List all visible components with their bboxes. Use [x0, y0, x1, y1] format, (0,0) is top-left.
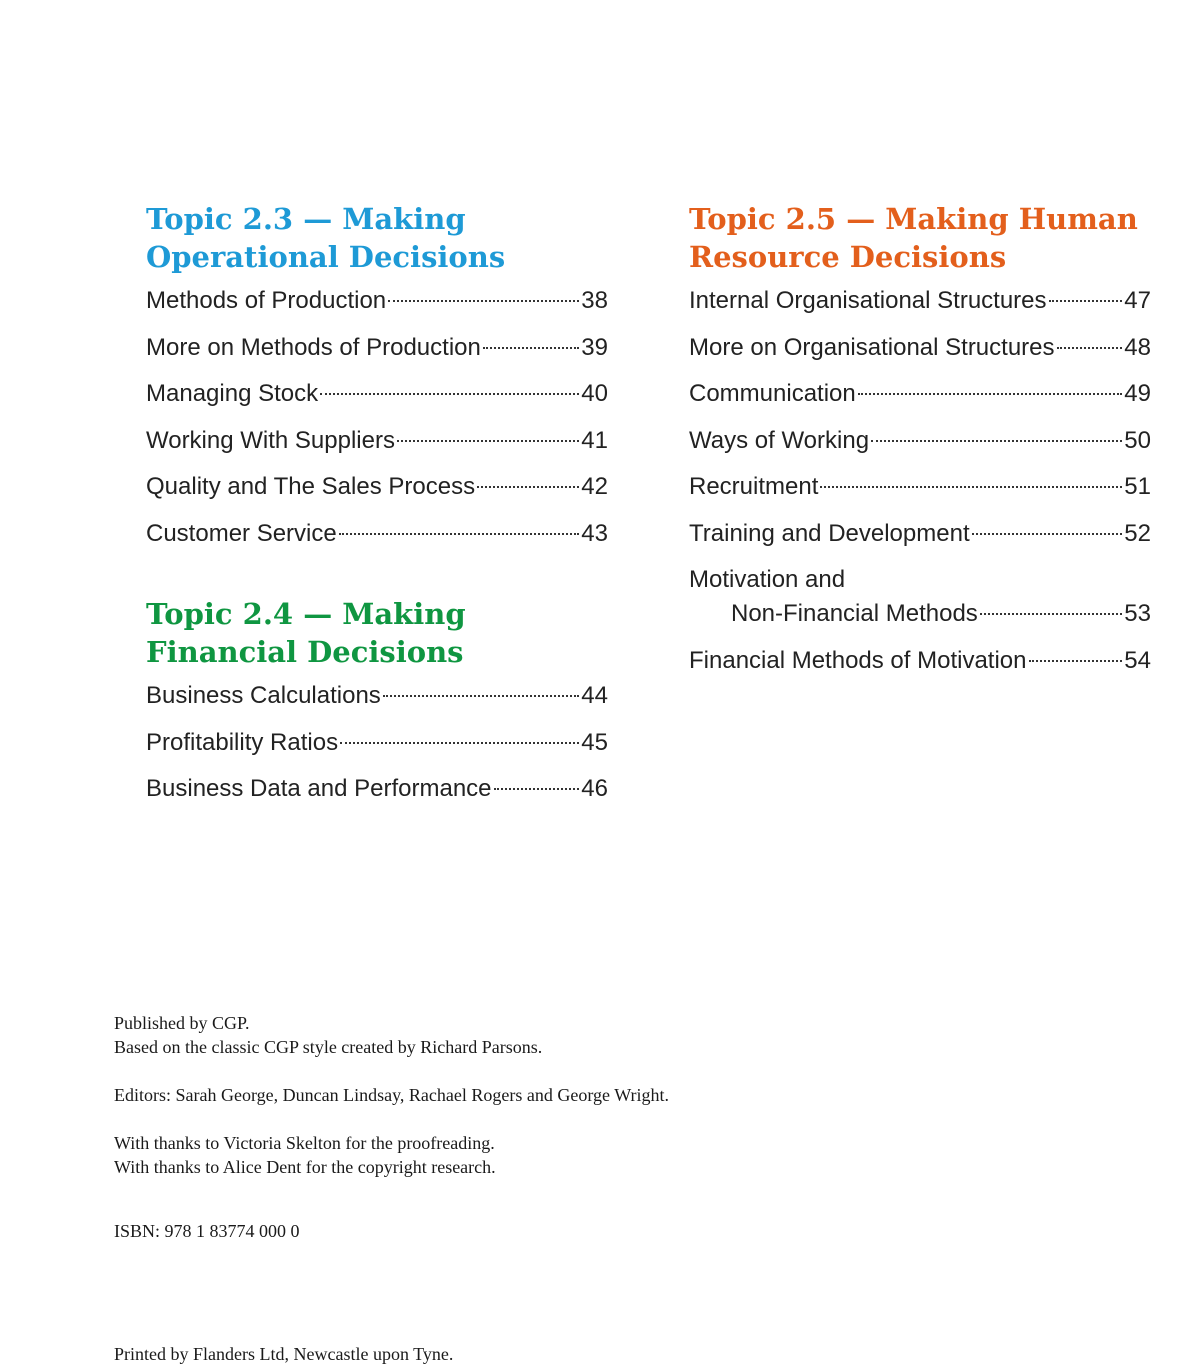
toc-entry[interactable] — [146, 284, 608, 318]
toc-entry-page: 40 — [581, 380, 608, 407]
based-on: Based on the classic CGP style created by Richard Parsons. — [114, 1037, 543, 1057]
toc-list — [146, 284, 608, 551]
toc-entry[interactable] — [146, 517, 608, 551]
toc-entry-title: Financial Methods of Motivation — [689, 646, 1027, 674]
topic-2-5-heading — [689, 200, 1151, 276]
toc-entry-page: 39 — [581, 333, 608, 361]
toc-entry-title: Profitability Ratios — [146, 728, 339, 756]
toc-entry-title: More on Organisational Structures — [689, 333, 1055, 361]
toc-entry[interactable] — [689, 644, 1151, 678]
toc-entry[interactable] — [146, 424, 608, 458]
toc-entry[interactable] — [689, 284, 1151, 318]
topic-2-5-section — [689, 200, 1151, 690]
toc-leader-dots — [340, 742, 579, 744]
toc-leader-dots — [477, 486, 579, 488]
toc-entry-page: 41 — [581, 426, 608, 454]
toc-entry[interactable] — [689, 424, 1151, 458]
toc-leader-dots — [1049, 300, 1123, 302]
toc-leader-dots — [820, 486, 1122, 488]
toc-entry-title: Training and Development — [689, 519, 970, 547]
topic-2-3-section — [146, 200, 608, 563]
toc-entry-page: 54 — [1124, 646, 1151, 674]
toc-entry-page: 50 — [1124, 426, 1151, 454]
toc-leader-dots — [320, 393, 579, 395]
topic-heading-line1: Topic 2.3 — Making — [146, 202, 466, 236]
toc-entry[interactable] — [146, 679, 608, 713]
topic-2-4-heading — [146, 595, 608, 671]
topic-2-3-heading — [146, 200, 608, 276]
toc-entry-page: 53 — [1124, 600, 1151, 627]
editors: Editors: Sarah George, Duncan Lindsay, Rachael Rogers and George Wright. — [114, 1085, 669, 1105]
toc-entry-page: 47 — [1124, 287, 1151, 314]
toc-entry-title: Recruitment — [689, 473, 819, 500]
toc-entry-page: 52 — [1124, 519, 1151, 547]
toc-entry[interactable] — [689, 517, 1151, 551]
toc-leader-dots — [383, 695, 580, 697]
toc-leader-dots — [871, 440, 1122, 442]
toc-entry-page: 38 — [581, 287, 608, 314]
thanks-proofreading: With thanks to Victoria Skelton for the proofreading. — [114, 1133, 495, 1153]
toc-entry[interactable] — [146, 331, 608, 365]
toc-entry-title: Non-Financial Methods — [731, 600, 978, 627]
toc-entry-page: 51 — [1124, 473, 1151, 500]
toc-leader-dots — [494, 788, 580, 790]
toc-entry-page: 49 — [1124, 380, 1151, 407]
toc-entry-title: Customer Service — [146, 519, 337, 547]
toc-entry-page: 44 — [581, 682, 608, 709]
toc-entry[interactable] — [146, 772, 608, 806]
toc-entry[interactable] — [146, 470, 608, 504]
toc-entry-page: 48 — [1124, 333, 1151, 361]
thanks-copyright: With thanks to Alice Dent for the copyright research. — [114, 1157, 496, 1177]
toc-leader-dots — [397, 440, 579, 442]
topic-heading-line1: Topic 2.4 — Making — [146, 597, 466, 631]
toc-entry-page: 42 — [581, 473, 608, 500]
toc-entry-title: More on Methods of Production — [146, 333, 481, 361]
toc-entry-page: 43 — [581, 519, 608, 547]
published-by: Published by CGP. — [114, 1013, 250, 1033]
topic-heading-line2: Financial Decisions — [146, 635, 464, 669]
toc-leader-dots — [388, 300, 579, 302]
toc-entry-continuation — [689, 597, 1151, 631]
topic-heading-line2: Operational Decisions — [146, 240, 506, 274]
toc-leader-dots — [980, 613, 1123, 615]
toc-entry[interactable] — [146, 377, 608, 411]
toc-leader-dots — [972, 533, 1123, 535]
toc-leader-dots — [339, 533, 580, 535]
toc-entry-title: Managing Stock — [146, 380, 319, 407]
toc-entry-title: Business Calculations — [146, 682, 381, 709]
toc-leader-dots — [1057, 347, 1123, 349]
toc-entry-title: Internal Organisational Structures — [689, 287, 1047, 314]
toc-entry[interactable] — [689, 331, 1151, 365]
toc-leader-dots — [483, 347, 579, 349]
toc-list — [689, 284, 1151, 678]
topic-heading-line2: Resource Decisions — [689, 240, 1007, 274]
topic-2-4-section — [146, 595, 608, 819]
credits-block — [114, 1011, 669, 1366]
toc-entry-title: Quality and The Sales Process — [146, 473, 476, 500]
toc-entry[interactable] — [689, 470, 1151, 504]
toc-leader-dots — [1029, 660, 1123, 662]
toc-entry-title: Ways of Working — [689, 426, 870, 454]
topic-heading-line1: Topic 2.5 — Making Human — [689, 202, 1138, 236]
isbn: ISBN: 978 1 83774 000 0 — [114, 1221, 300, 1241]
toc-entry-title: Methods of Production — [146, 287, 387, 314]
toc-entry-page: 45 — [581, 728, 608, 756]
toc-entry[interactable] — [146, 726, 608, 760]
toc-entry-title: Business Data and Performance — [146, 775, 492, 802]
toc-list — [146, 679, 608, 806]
toc-entry-page: 46 — [581, 775, 608, 802]
toc-entry-title-line1: Motivation and — [689, 566, 846, 593]
printed-by: Printed by Flanders Ltd, Newcastle upon Tyne. — [114, 1344, 454, 1364]
toc-entry[interactable] — [689, 377, 1151, 411]
toc-entry-title: Working With Suppliers — [146, 426, 395, 454]
toc-entry[interactable] — [689, 563, 1151, 631]
toc-leader-dots — [858, 393, 1123, 395]
toc-entry-title: Communication — [689, 380, 856, 407]
